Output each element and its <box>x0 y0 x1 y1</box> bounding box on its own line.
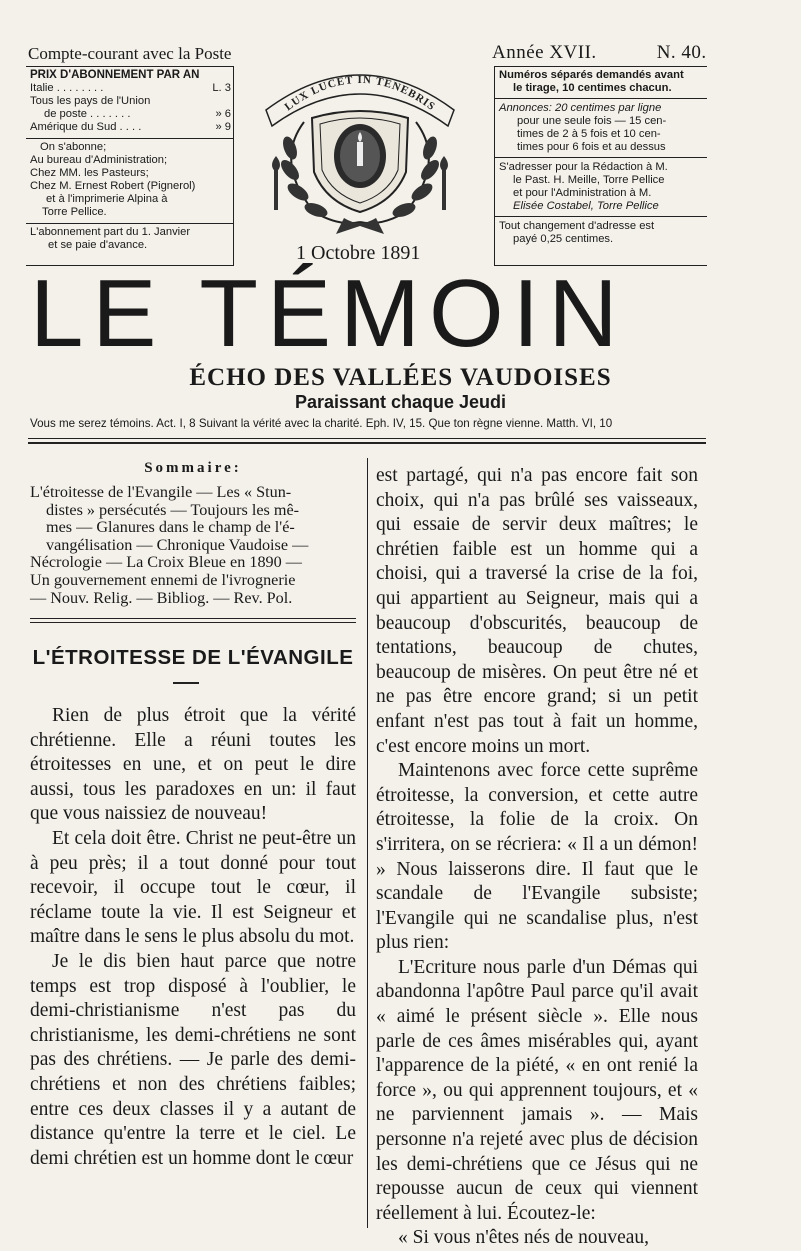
scripture-motto: Vous me serez témoins. Act. I, 8 Suivant la vérité avec la charité. Eph. IV, 15. Que ton règne vienne. Matth. VI, 10 <box>30 417 613 430</box>
divider <box>495 157 707 158</box>
price-row: de poste . . . . . . . » 6 <box>44 108 231 120</box>
article-paragraph: est partagé, qui n'a pas encore fait son choix, qui n'a pas brûlé ses vaisseaux, qui essaie de servir deux maîtres; le chrétien faible est un homme qui a choisi, qui a traversé la crise de la foi, qui appartient au Seigneur, mais qui a beaucoup d'obscurités, beaucoup de tentations, beaucoup de chutes, beaucoup de misères. On peut être né et ne pas être encore grand; si un petit enfant n'est pas tout à fait un homme, c'est encore moins un mort. <box>376 465 698 757</box>
masthead-rule <box>28 438 706 439</box>
issue-date: 1 Octobre 1891 <box>296 242 421 264</box>
article-paragraph: « Si vous n'êtes nés de nouveau, <box>398 1227 650 1249</box>
subscribe-where: On s'abonne; <box>40 141 107 153</box>
subscription-note: L'abonnement part du 1. Janvier et se paie d'avance. <box>30 226 191 251</box>
article-left-column <box>30 704 356 1171</box>
subscription-heading: PRIX D'ABONNEMENT PAR AN <box>30 69 200 81</box>
newspaper-subtitle: ÉCHO DES VALLÉES VAUDOISES <box>189 364 612 391</box>
emblem-motto: LUX LUCET IN TENEBRIS <box>282 73 438 114</box>
subscription-box <box>26 66 234 266</box>
summary-title: Sommaire: <box>144 460 242 476</box>
notices-box <box>494 66 707 266</box>
divider <box>495 216 707 217</box>
column-divider <box>367 458 368 1228</box>
publication-frequency: Paraissant chaque Jeudi <box>294 392 507 412</box>
postal-account-note: Compte-courant avec la Poste <box>28 44 232 63</box>
article-title: L'ÉTROITESSE DE L'ÉVANGILE <box>32 646 354 669</box>
subscribe-where: Au bureau d'Administration; Chez MM. les Pasteurs; Chez M. Ernest Robert (Pignerol) et à l'imprimerie Alpina à Torre Pellice. <box>30 154 196 218</box>
issue-info <box>492 42 707 64</box>
divider <box>495 98 707 99</box>
issue-number: N. 40. <box>656 42 707 63</box>
article-paragraph: Maintenons avec force cette suprême étroitesse, la conversion, et cette autre étroitesse, la folie de la croix. On s'irritera, on se récriera: « Il a un démon! » Nous laisserons dire. Il faut que le scandale de l'Evangile subsiste; l'Evangile qui ne scandalise plus, n'est plus rien: <box>376 760 698 954</box>
price-row: Tous les pays de l'Union <box>30 95 151 107</box>
article-paragraph: L'Ecriture nous parle d'un Démas qui abandonna l'apôtre Paul parce qu'il avait « aimé le présent siècle ». Elle nous parle de ces âmes misérables qui, ayant l'apparence de la piété, « en ont renié la force », ou qui apprennent toujours, et « ne parviennent jamais ». — Mais personne n'a rejeté avec plus de décision les demi-chrétiens que ce Jésus qui ne repousse aucun de ceux qui viennent réellement à lui. Écoutez-le: <box>376 956 698 1224</box>
summary-list: L'étroitesse de l'Evangile — Les « Stun- distes » persécutés — Toujours les mê- mes — Glanures dans le champ de l'é- vangélisation — Chronique Vaudoise — Nécrologie — La Croix Bleue en 1890 — Un gouvernement ennemi de l'ivrognerie — Nouv. Relig. — Bibliog. — Rev. Pol. <box>30 483 309 607</box>
address-notice: S'adresser pour la Rédaction à M. le Past. H. Meille, Torre Pellice et pour l'Administration à M. Elisée Costabel, Torre Pellice <box>499 161 668 212</box>
article-paragraph: Et cela doit être. Christ ne peut-être un à peu près; il a tout donné pour tout recevoir, il occupe tout le cœur, il réclame toute la vie. Il est Seigneur et maître dans le sens le plus absolu du mot. <box>30 827 356 948</box>
price-row: Italie . . . . . . . . L. 3 <box>30 82 231 94</box>
newspaper-title: LE TÉMOIN <box>30 260 627 367</box>
title-dash <box>173 682 199 684</box>
article-right-column <box>376 464 698 1251</box>
divider <box>26 223 233 224</box>
divider <box>26 138 233 139</box>
article-paragraph: Rien de plus étroit que la vérité chrétienne. Elle a réuni toutes les étroitesses en une, et on peut le dire aussi, tous les paradoxes en un: il faut que vous naissiez de nouveau! <box>30 705 356 825</box>
emblem-seal <box>244 52 476 242</box>
price-row: Amérique du Sud . . . . » 9 <box>30 121 231 133</box>
masthead-rule <box>28 442 706 444</box>
single-issue-notice: Numéros séparés demandés avant le tirage, 10 centimes chacun. <box>499 69 684 94</box>
ads-notice: Annonces: 20 centimes par ligne pour une seule fois — 15 cen- times de 2 à 5 fois et 10 cen- times pour 6 fois et au dessus <box>499 102 667 153</box>
section-rule <box>30 622 356 623</box>
year-label: Année XVII. <box>492 42 597 63</box>
section-rule <box>30 618 356 619</box>
article-paragraph: Je le dis bien haut parce que notre temps est trop disposé à l'oublier, le demi-christianisme n'est pas du christianisme, les demi-chrétiens ne sont pas des chrétiens. — Je parle des demi-chrétiens et non des chrétiens faibles; entre ces deux classes il y a autant de distance qu'entre la terre et le ciel. Le demi chrétien est un homme dont le cœur <box>30 950 356 1169</box>
address-change-notice: Tout changement d'adresse est payé 0,25 centimes. <box>499 220 655 245</box>
